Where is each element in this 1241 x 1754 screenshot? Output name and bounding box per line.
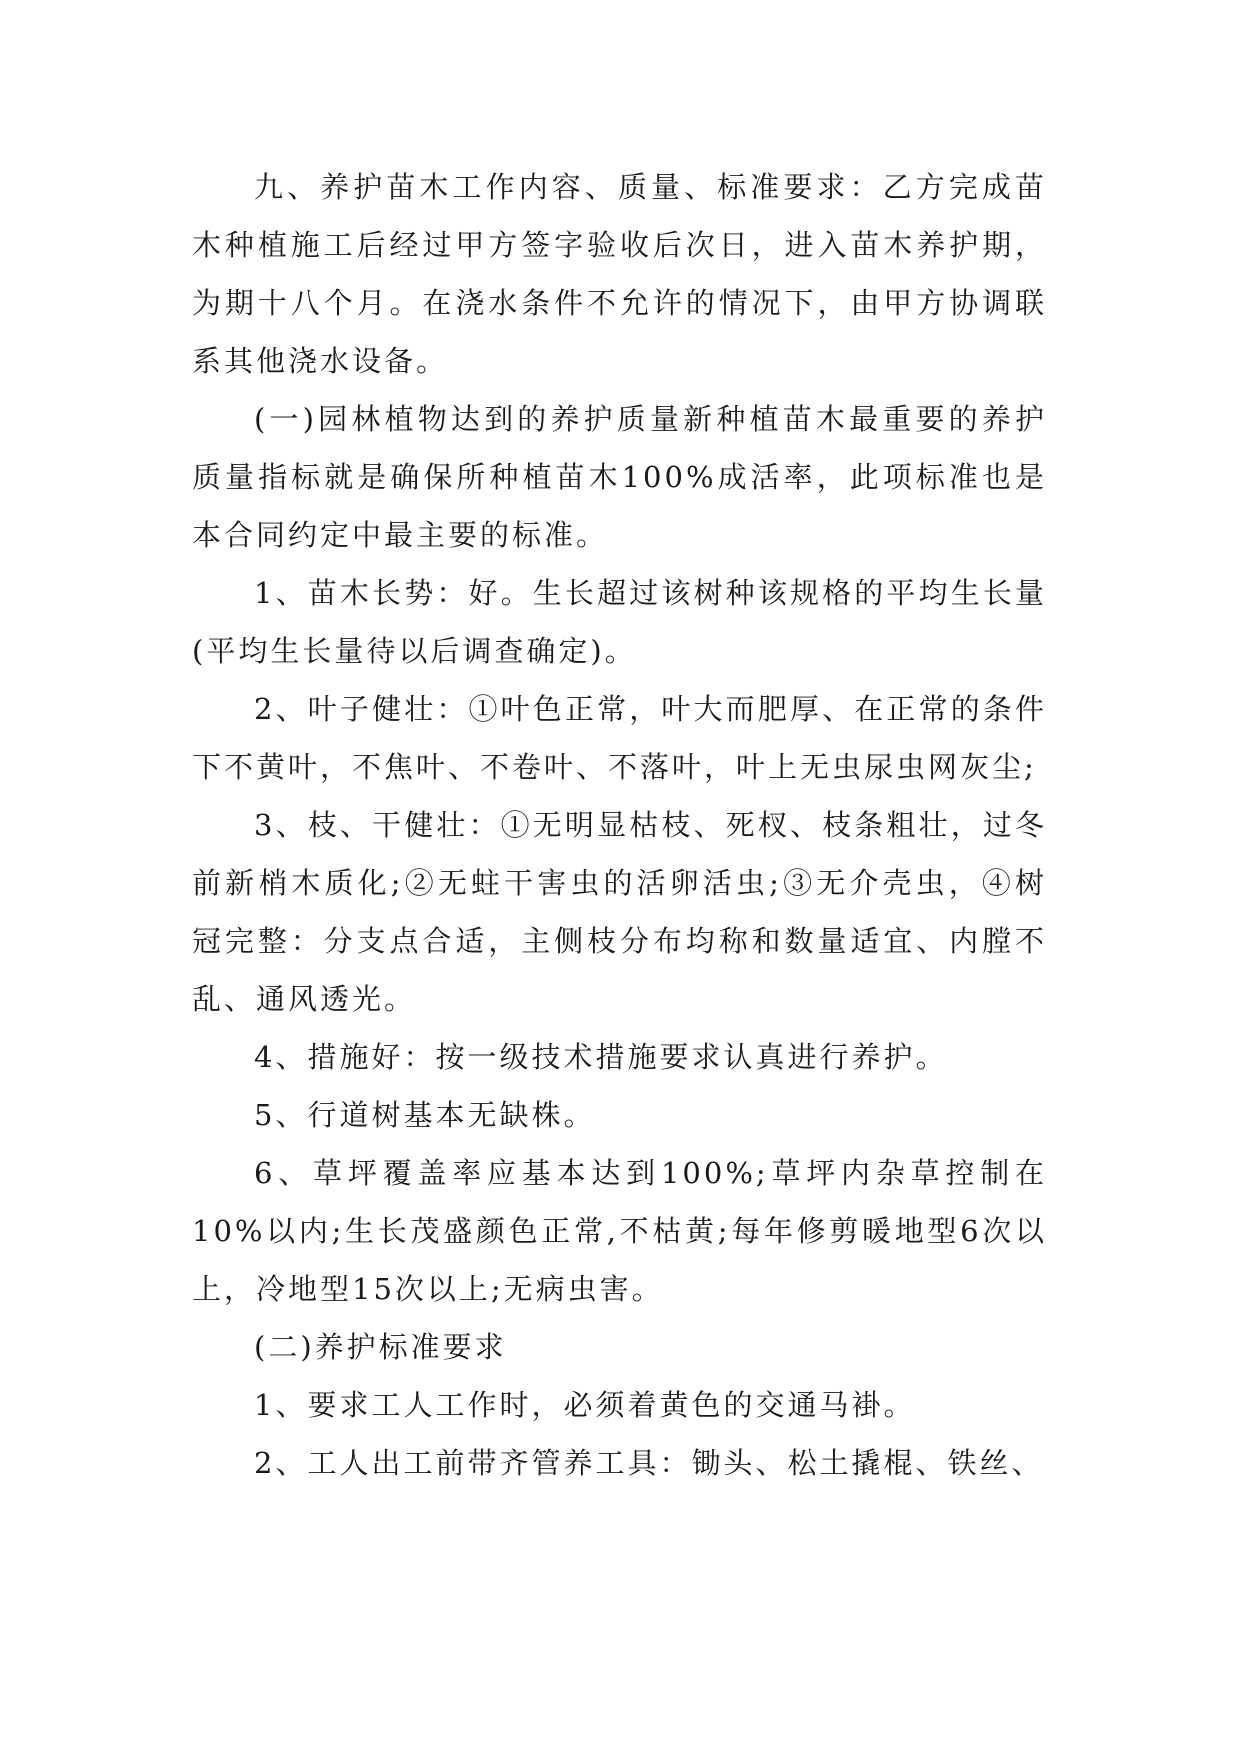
paragraph-subsection-two: (二)养护标准要求 (254, 1330, 507, 1364)
paragraph-subsection-one: (一)园林植物达到的养护质量新种植苗木最重要的养护质量指标就是确保所种植苗木100%成活率，此项标准也是本合同约定中最主要的标准。 (192, 402, 1047, 552)
paragraph-requirement-2: 2、工人出工前带齐管养工具：锄头、松土撬棍、铁丝、 (254, 1446, 1044, 1480)
paragraph-item-1-growth: 1、苗木长势：好。生长超过该树种该规格的平均生长量(平均生长量待以后调查确定)。 (192, 576, 1047, 668)
paragraph-item-6-lawn: 6、草坪覆盖率应基本达到100%;草坪内杂草控制在10%以内;生长茂盛颜色正常,不枯黄;每年修剪暖地型6次以上，冷地型15次以上;无病虫害。 (192, 1156, 1047, 1306)
paragraph-item-5-street-trees: 5、行道树基本无缺株。 (254, 1098, 596, 1132)
paragraph-item-3-branches: 3、枝、干健壮：①无明显枯枝、死杈、枝条粗壮，过冬前新梢木质化;②无蛀干害虫的活卵活虫;③无介壳虫，④树冠完整：分支点合适，主侧枝分布均称和数量适宜、内膛不乱、通风透光。 (192, 808, 1047, 1016)
paragraph-item-4-measures: 4、措施好：按一级技术措施要求认真进行养护。 (254, 1040, 948, 1074)
paragraph-section-nine: 九、养护苗木工作内容、质量、标准要求：乙方完成苗木种植施工后经过甲方签字验收后次日，进入苗木养护期，为期十八个月。在浇水条件不允许的情况下，由甲方协调联系其他浇水设备。 (192, 170, 1047, 378)
paragraph-requirement-1: 1、要求工人工作时，必须着黄色的交通马褂。 (254, 1388, 916, 1422)
document-body (192, 158, 1047, 1492)
paragraph-item-2-leaves: 2、叶子健壮：①叶色正常，叶大而肥厚、在正常的条件下不黄叶，不焦叶、不卷叶、不落叶，叶上无虫尿虫网灰尘; (192, 692, 1047, 784)
